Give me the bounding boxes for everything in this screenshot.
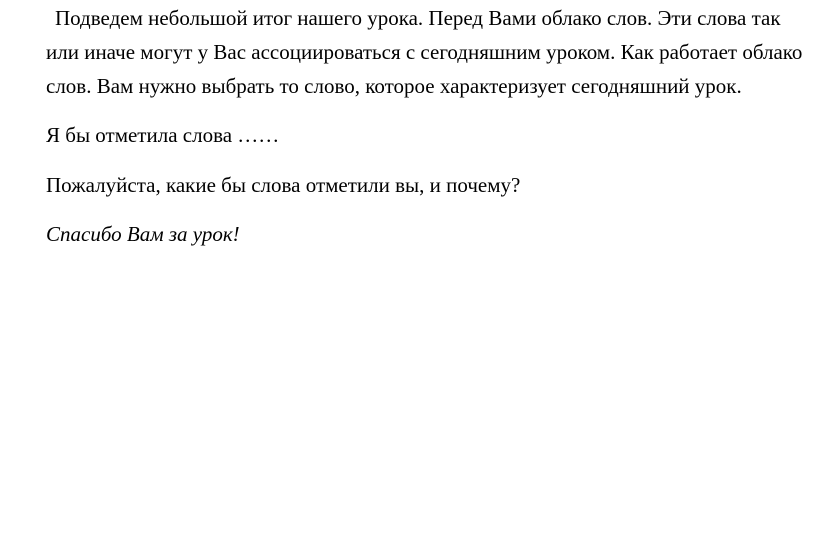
question-paragraph: Пожалуйста, какие бы слова отметили вы, и почему? — [46, 173, 521, 197]
marked-words-paragraph: Я бы отметила слова …… — [46, 123, 280, 147]
intro-line-3: слов. Вам нужно выбрать то слово, которое характеризует сегодняшний урок. — [46, 74, 742, 98]
intro-line-2: или иначе могут у Вас ассоциироваться с сегодняшним уроком. Как работает облако — [46, 40, 803, 64]
intro-paragraph — [46, 1, 802, 103]
intro-line-1: Подведем небольшой итог нашего урока. Перед Вами облако слов. Эти слова так — [55, 6, 781, 30]
closing-paragraph: Спасибо Вам за урок! — [46, 222, 240, 246]
